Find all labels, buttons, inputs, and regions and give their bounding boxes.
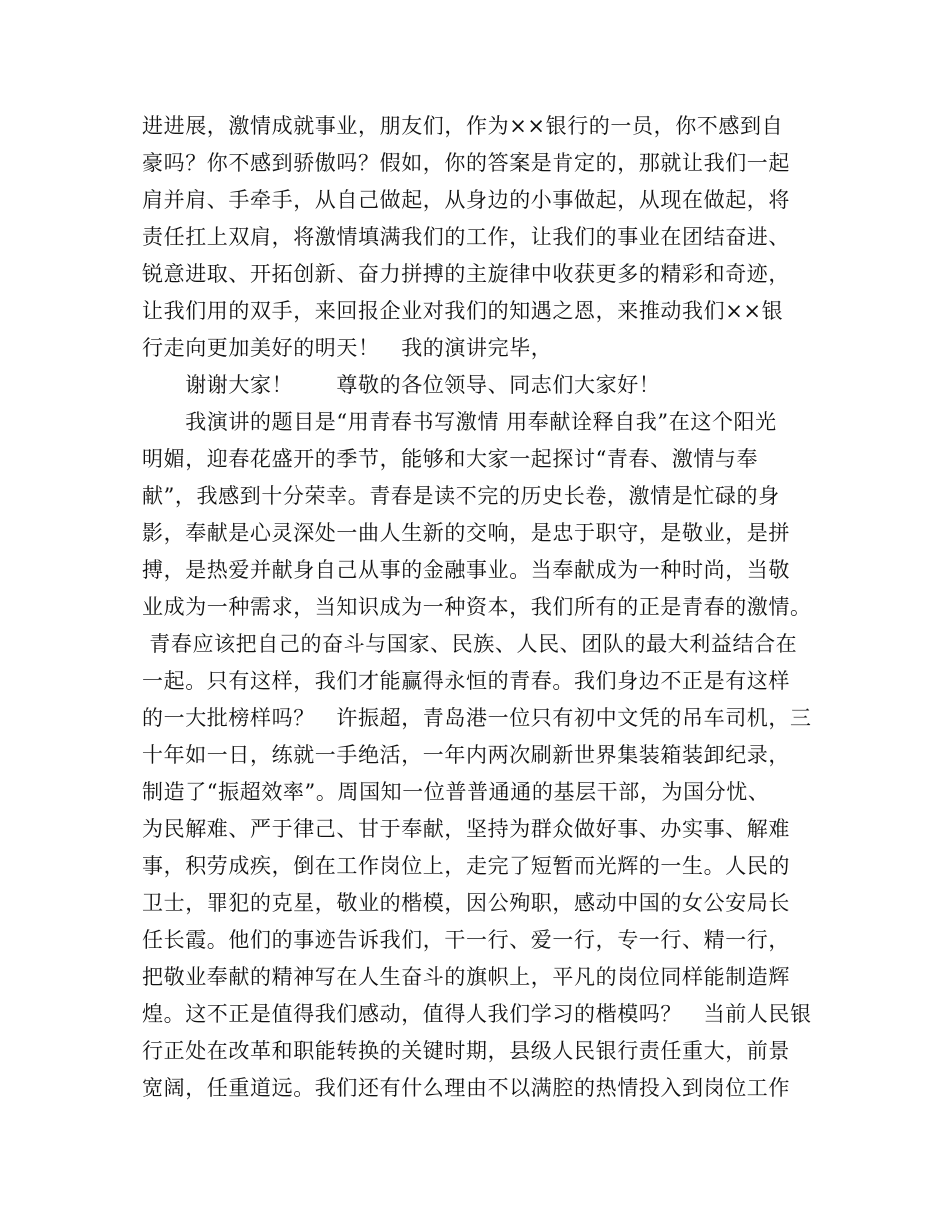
text-line: 行走向更加美好的明天！ 我的演讲完毕， <box>142 336 553 360</box>
text-line: 锐意进取、开拓创新、奋力拼搏的主旋律中收获更多的精彩和奇迹， <box>142 262 790 286</box>
text-line: 业成为一种需求，当知识成为一种资本，我们所有的正是青春的激情。 <box>142 595 812 619</box>
text-line: 煌。这不正是值得我们感动，值得人我们学习的楷模吗？ 当前人民银 <box>142 1002 812 1026</box>
text-line: 行正处在改革和职能转换的关键时期，县级人民银行责任重大，前景 <box>142 1039 790 1063</box>
text-line: 为民解难、严于律己、甘于奉献，坚持为群众做好事、办实事、解难 <box>142 817 790 841</box>
text-line: 把敬业奉献的精神写在人生奋斗的旗帜上，平凡的岗位同样能制造辉 <box>142 965 790 989</box>
text-line: 进进展，激情成就事业，朋友们，作为××银行的一员，你不感到自 <box>142 114 784 138</box>
text-line: 事，积劳成疾，倒在工作岗位上，走完了短暂而光辉的一生。人民的 <box>142 854 790 878</box>
text-line: 任长霞。他们的事迹告诉我们，干一行、爱一行，专一行、精一行， <box>142 928 790 952</box>
text-line: 谢谢大家！ 尊敬的各位领导、同志们大家好！ <box>142 373 661 397</box>
text-line: 青春应该把自己的奋斗与国家、民族、人民、团队的最大利益结合在 <box>142 632 798 656</box>
text-line: 献”，我感到十分荣幸。青春是读不完的历史长卷，激情是忙碌的身 <box>142 484 780 508</box>
text-line: 搏，是热爱并献身自己从事的金融事业。当奉献成为一种时尚，当敬 <box>142 558 790 582</box>
text-line: 肩并肩、手牵手，从自己做起，从身边的小事做起，从现在做起，将 <box>142 188 790 212</box>
text-line: 卫士，罪犯的克星，敬业的楷模，因公殉职，感动中国的女公安局长 <box>142 891 790 915</box>
text-line: 我演讲的题目是“用青春书写激情 用奉献诠释自我”在这个阳光 <box>142 410 777 434</box>
text-line: 的一大批榜样吗？ 许振超，青岛港一位只有初中文凭的吊车司机，三 <box>142 706 812 730</box>
text-line: 豪吗？你不感到骄傲吗？假如，你的答案是肯定的，那就让我们一起 <box>142 151 790 175</box>
body-text <box>142 108 822 1107</box>
text-line: 明媚，迎春花盛开的季节，能够和大家一起探讨“青春、激情与奉 <box>142 447 759 471</box>
text-line: 影，奉献是心灵深处一曲人生新的交响，是忠于职守，是敬业，是拼 <box>142 521 790 545</box>
text-line: 十年如一日，练就一手绝活，一年内两次刷新世界集装箱装卸纪录， <box>142 743 790 767</box>
text-line: 制造了“振超效率”。周国知一位普普通通的基层干部，为国分忧、 <box>142 780 770 804</box>
text-line: 宽阔，任重道远。我们还有什么理由不以满腔的热情投入到岗位工作 <box>142 1076 790 1100</box>
text-line: 一起。只有这样，我们才能赢得永恒的青春。我们身边不正是有这样 <box>142 669 790 693</box>
text-line: 让我们用的双手，来回报企业对我们的知遇之恩，来推动我们××银 <box>142 299 784 323</box>
text-line: 责任扛上双肩，将激情填满我们的工作，让我们的事业在团结奋进、 <box>142 225 790 249</box>
